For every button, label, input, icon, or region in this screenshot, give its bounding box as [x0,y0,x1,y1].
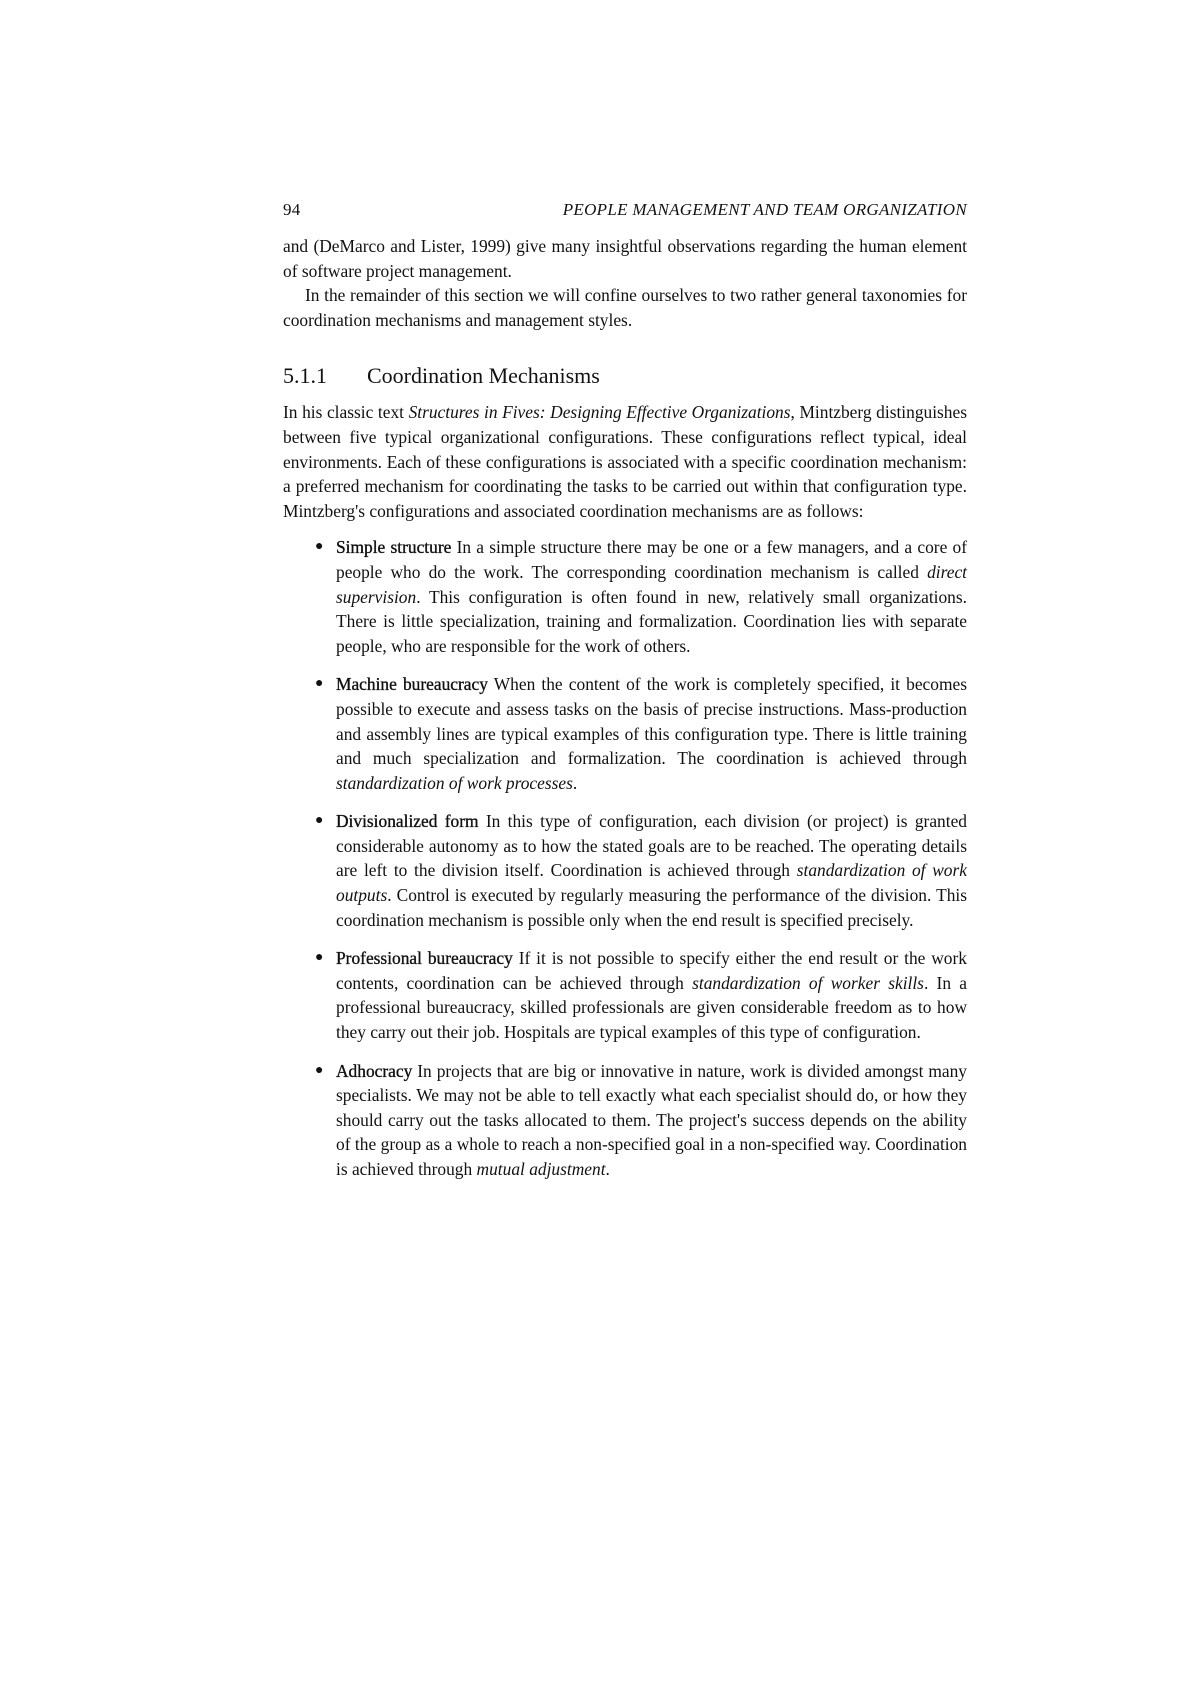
item-term: Divisionalized form [336,811,479,832]
section-paragraph [283,400,967,523]
item-text-end: . [605,1159,610,1179]
bullet-icon: ● [315,950,324,966]
item-text-start: In a simple structure there may be one or a few managers, and a core of people who do the work. The corresponding coordination mechanism is called [336,537,967,582]
list-item-adhocracy [315,1059,967,1182]
item-term: Machine bureaucracy [336,674,488,695]
item-term: Adhocracy [336,1060,413,1081]
item-emphasis: direct supervision [336,561,967,607]
list-item-divisionalized-form [315,809,967,932]
section-heading [283,362,967,390]
item-emphasis: standardization of work processes [336,772,573,793]
section-text-start: In his classic text [283,402,409,423]
item-emphasis: standardization of work outputs [336,860,967,906]
configuration-list [283,535,967,1181]
bullet-icon: ● [315,813,324,829]
item-emphasis: standardization of worker skills [692,972,924,993]
list-item-simple-structure [315,535,967,658]
item-text-start: In projects that are big or innovative in nature, work is divided amongst many specialists. We may not be able to tell exactly what each specialist should do, or how they should carry out the tasks allocated to them. The project's success depends on the ability of the group as a whole to reach a non-specified goal in a non-specified way. Coordination is achieved through [336,1060,967,1179]
item-text-start: When the content of the work is completely specified, it becomes possible to execute and assess tasks on the basis of precise instructions. Mass-production and assembly lines are typical examples of this configuration type. There is little training and much specialization and formalization. The coordination is achieved through [336,674,967,769]
section-title: Coordination Mechanisms [367,363,600,389]
item-term: Professional bureaucracy [336,948,513,969]
running-header [283,200,967,220]
item-text-end: . [572,772,578,793]
book-title: Structures in Fives: Designing Effective Organizations [408,402,791,423]
book-page [283,200,967,1196]
intro-paragraph-2: In the remainder of this section we will confine ourselves to two rather general taxonomies for coordination mechanisms and management styles. [283,285,967,330]
bullet-icon: ● [315,1062,324,1078]
bullet-icon: ● [315,539,324,555]
intro-paragraph-1: and (DeMarco and Lister, 1999) give many insightful observations regarding the human element of software project management. [283,236,967,281]
list-item-machine-bureaucracy [315,672,967,795]
item-text-end: . In a professional bureaucracy, skilled professionals are given considerable freedom as to how they carry out their job. Hospitals are typical examples of this type of configuration. [336,972,967,1043]
item-emphasis: mutual adjustment [476,1159,606,1179]
item-text-start: In this type of configuration, each division (or project) is granted considerable autonomy as to how the stated goals are to be reached. The operating details are left to the division itself. Coordination is achieved through [336,811,967,881]
bullet-icon: ● [315,676,324,692]
page-number: 94 [283,200,301,219]
section-number: 5.1.1 [283,363,327,389]
item-text-end: . Control is executed by regularly measuring the performance of the division. This coordination mechanism is possible only when the end result is specified precisely. [336,885,967,930]
item-text-start: If it is not possible to specify either the end result or the work contents, coordination can be achieved through [336,948,967,993]
item-text-end: . This configuration is often found in new, relatively small organizations. There is little specialization, training and formalization. Coordination lies with separate people, who are responsible for the work of others. [336,586,967,656]
section-text-end: , Mintzberg distinguishes between five typical organizational configurations. These configurations reflect typical, ideal environments. Each of these configurations is associated with a specific coordination mechanism: a preferred mechanism for coordinating the tasks to be carried out within that configuration type. Mintzberg's configurations and associated coordination mechanisms are as follows: [283,402,967,521]
running-title: PEOPLE MANAGEMENT AND TEAM ORGANIZATION [562,200,967,219]
list-item-professional-bureaucracy [315,946,967,1044]
item-term: Simple structure [336,537,452,558]
